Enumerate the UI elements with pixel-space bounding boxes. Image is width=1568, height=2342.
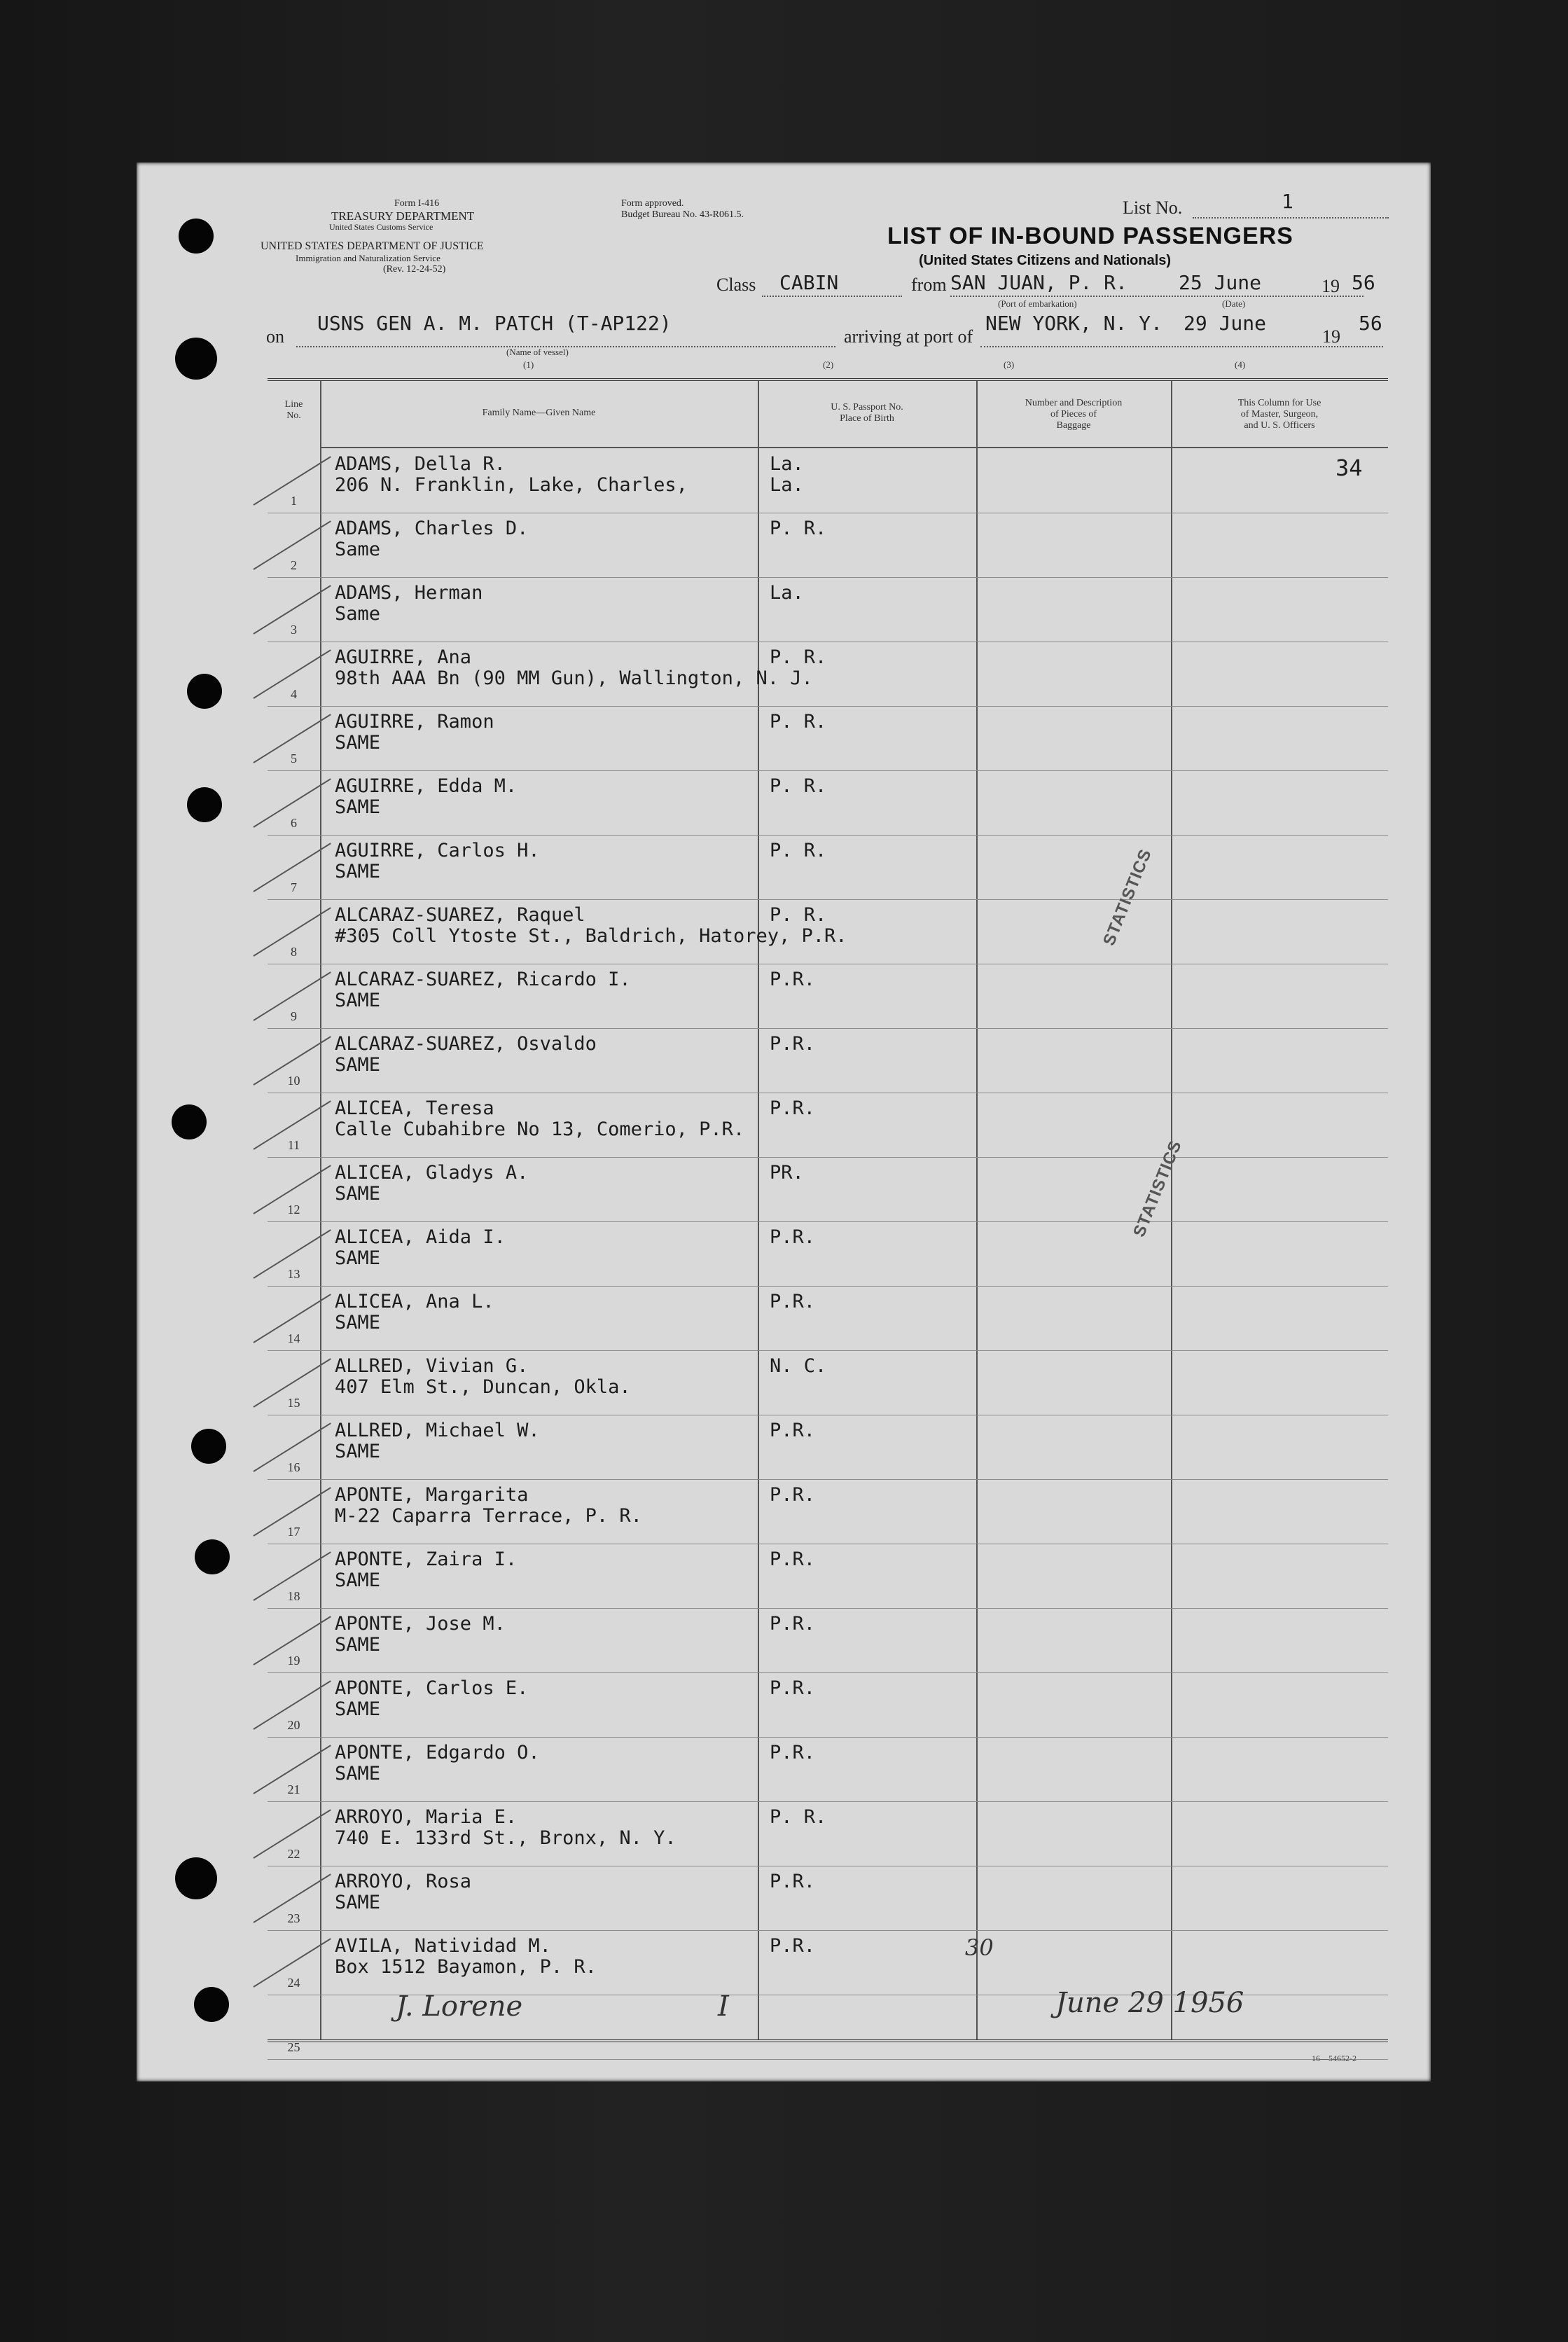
passenger-name: ALLRED, Vivian G. — [335, 1355, 529, 1377]
class-label: Class — [716, 275, 756, 295]
revision-date: (Rev. 12-24-52) — [383, 264, 446, 275]
passenger-address: #305 Coll Ytoste St., Baldrich, Hatorey, P.R. — [335, 925, 847, 947]
passenger-address: Same — [335, 539, 381, 560]
table-row — [268, 1157, 1388, 1222]
col-num-3: (3) — [1004, 359, 1015, 370]
place-of-birth: P. R. — [770, 711, 827, 733]
line-number: 24 — [287, 1976, 300, 1990]
passenger-address: SAME — [335, 1892, 381, 1913]
statistics-stamp: STATISTICS — [1099, 846, 1156, 949]
passenger-address: SAME — [335, 1763, 381, 1785]
punch-hole — [187, 787, 222, 822]
form-title: LIST OF IN-BOUND PASSENGERS — [887, 223, 1293, 249]
line-number: 22 — [287, 1847, 300, 1861]
passenger-name: ADAMS, Herman — [335, 582, 483, 604]
count-mark: 30 — [965, 1934, 994, 1961]
line-number: 19 — [287, 1654, 300, 1668]
punch-hole — [187, 674, 222, 709]
punch-hole — [175, 338, 217, 380]
place-of-birth: P.R. — [770, 1097, 816, 1119]
year-prefix: 19 — [1321, 276, 1340, 296]
punch-hole — [194, 1987, 229, 2022]
form-approved: Form approved. — [621, 198, 684, 209]
from-underline — [950, 296, 1364, 297]
place-of-birth: P. R. — [770, 775, 827, 797]
table-row — [268, 770, 1388, 836]
arrival-port: NEW YORK, N. Y. — [985, 312, 1163, 335]
line-number: 12 — [287, 1203, 300, 1217]
line-number: 18 — [287, 1589, 300, 1603]
passenger-name: ADAMS, Charles D. — [335, 518, 529, 539]
passenger-name: ARROYO, Maria E. — [335, 1806, 518, 1828]
form-number: Form I-416 — [394, 198, 440, 209]
place-of-birth: N. C. — [770, 1355, 827, 1377]
line-number: 1 — [291, 494, 297, 508]
header-passport: U. S. Passport No. Place of Birth — [831, 402, 903, 424]
embark-port: SAN JUAN, P. R. — [950, 271, 1128, 294]
place-of-birth: P.R. — [770, 1033, 816, 1055]
passenger-name: APONTE, Jose M. — [335, 1613, 506, 1635]
officer-note: 34 — [1335, 455, 1363, 481]
passenger-name: ALICEA, Teresa — [335, 1097, 494, 1119]
arrival-year-prefix: 19 — [1322, 326, 1340, 347]
table-row — [268, 1737, 1388, 1802]
place-of-birth: P. R. — [770, 518, 827, 539]
line-number: 6 — [291, 816, 297, 830]
table-row — [268, 577, 1388, 642]
passenger-name: ALICEA, Gladys A. — [335, 1162, 529, 1184]
place-of-birth: P. R. — [770, 646, 827, 668]
col-num-4: (4) — [1235, 359, 1246, 370]
line-number: 20 — [287, 1718, 300, 1732]
statistics-stamp: STATISTICS — [1130, 1137, 1186, 1240]
passenger-name: ALCARAZ-SUAREZ, Raquel — [335, 904, 585, 926]
passenger-address: SAME — [335, 1634, 381, 1656]
embark-year: 56 — [1352, 271, 1375, 294]
passenger-name: ALCARAZ-SUAREZ, Osvaldo — [335, 1033, 597, 1055]
passenger-address: SAME — [335, 990, 381, 1011]
justice-dept: UNITED STATES DEPARTMENT OF JUSTICE — [261, 240, 484, 252]
list-no-value: 1 — [1282, 190, 1293, 213]
vessel-caption: (Name of vessel) — [506, 347, 569, 357]
table-row — [268, 1479, 1388, 1544]
manifest-sheet — [137, 162, 1431, 2081]
vessel-name: USNS GEN A. M. PATCH (T-AP122) — [317, 312, 672, 335]
passenger-address: SAME — [335, 1247, 381, 1269]
header-baggage: Number and Description of Pieces of Baggage — [1025, 398, 1123, 431]
table-row — [268, 513, 1388, 578]
passenger-address: Same — [335, 603, 381, 625]
passenger-name: AGUIRRE, Ramon — [335, 711, 494, 733]
table-row — [268, 642, 1388, 707]
arrival-date: 29 June — [1184, 312, 1267, 335]
passenger-table — [268, 378, 1388, 2054]
on-label: on — [266, 326, 284, 347]
line-number: 23 — [287, 1911, 300, 1925]
passenger-name: APONTE, Margarita — [335, 1484, 529, 1506]
place-of-birth: P.R. — [770, 1291, 816, 1312]
line-number: 10 — [287, 1074, 300, 1088]
table-row — [268, 1415, 1388, 1480]
place-of-birth: P. R. — [770, 1806, 827, 1828]
line-number: 17 — [287, 1525, 300, 1539]
table-row — [268, 1608, 1388, 1673]
embark-date: 25 June — [1179, 271, 1262, 294]
passenger-address: SAME — [335, 1054, 381, 1076]
line-number: 8 — [291, 945, 297, 959]
passenger-name: AGUIRRE, Edda M. — [335, 775, 518, 797]
punch-hole — [172, 1104, 207, 1139]
place-of-birth: P. R. — [770, 904, 827, 926]
table-row — [268, 1801, 1388, 1866]
col-num-1: (1) — [523, 359, 534, 370]
line-number: 2 — [291, 558, 297, 572]
punch-hole — [191, 1429, 226, 1464]
footer-code: 16—54652-2 — [1312, 2053, 1357, 2063]
line-number: 21 — [287, 1782, 300, 1796]
ins-service: Immigration and Naturalization Service — [296, 253, 440, 263]
place-of-birth: P.R. — [770, 1613, 816, 1635]
class-underline — [762, 296, 902, 297]
line-number: 15 — [287, 1396, 300, 1410]
passenger-address: SAME — [335, 732, 381, 754]
line-number: 25 — [287, 2040, 300, 2054]
passenger-address: SAME — [335, 1698, 381, 1720]
class-value: CABIN — [779, 271, 839, 294]
line-number: 9 — [291, 1009, 297, 1023]
passenger-address: SAME — [335, 1312, 381, 1333]
place-of-birth: P.R. — [770, 1420, 816, 1441]
form-subtitle: (United States Citizens and Nationals) — [919, 253, 1172, 268]
handwritten-date: June 29 1956 — [1055, 1987, 1244, 2019]
passenger-address: SAME — [335, 796, 381, 818]
table-row — [268, 1672, 1388, 1738]
treasury-dept: TREASURY DEPARTMENT — [331, 209, 475, 223]
place-of-birth: La. — [770, 453, 804, 475]
header-line-no: Line No. — [284, 399, 303, 422]
table-row — [268, 1221, 1388, 1287]
passenger-address: 98th AAA Bn (90 MM Gun), Wallington, N. J. — [335, 667, 813, 689]
line-number: 14 — [287, 1331, 300, 1345]
table-row — [268, 1544, 1388, 1609]
place-of-birth: P.R. — [770, 1935, 816, 1957]
passenger-address: SAME — [335, 1441, 381, 1462]
passenger-address: 206 N. Franklin, Lake, Charles, — [335, 474, 688, 496]
arrival-year: 56 — [1359, 312, 1382, 335]
place-of-birth: P.R. — [770, 1226, 816, 1248]
table-row — [268, 899, 1388, 964]
passenger-address: Box 1512 Bayamon, P. R. — [335, 1956, 597, 1978]
header-officers: This Column for Use of Master, Surgeon, and U. S. Officers — [1237, 398, 1321, 431]
header-name: Family Name—Given Name — [482, 408, 596, 418]
line-number: 4 — [291, 687, 297, 701]
passenger-address: Calle Cubahibre No 13, Comerio, P.R. — [335, 1118, 745, 1140]
passenger-name: ALCARAZ-SUAREZ, Ricardo I. — [335, 969, 631, 990]
list-no-label: List No. — [1123, 198, 1183, 218]
line-number: 7 — [291, 880, 297, 894]
table-row — [268, 448, 1388, 513]
officer-signature: J. Lorene — [396, 1990, 523, 2023]
punch-hole — [175, 1857, 217, 1899]
passenger-name: APONTE, Zaira I. — [335, 1548, 518, 1570]
arriving-label: arriving at port of — [844, 326, 973, 347]
passenger-name: ADAMS, Della R. — [335, 453, 506, 475]
line-number: 5 — [291, 751, 297, 765]
passenger-name: ALICEA, Ana L. — [335, 1291, 494, 1312]
passenger-address: SAME — [335, 861, 381, 882]
passenger-name: APONTE, Edgardo O. — [335, 1742, 540, 1764]
table-row — [268, 835, 1388, 900]
table-row — [268, 1093, 1388, 1158]
place-of-birth-extra: La. — [770, 474, 804, 496]
initials-mark: I — [718, 1990, 729, 2023]
place-of-birth: P.R. — [770, 1742, 816, 1764]
table-row — [268, 1866, 1388, 1931]
passenger-address: SAME — [335, 1570, 381, 1591]
passenger-name: APONTE, Carlos E. — [335, 1677, 529, 1699]
passenger-name: AGUIRRE, Ana — [335, 646, 472, 668]
port-embark-caption: (Port of embarkation) — [998, 298, 1077, 309]
place-of-birth: PR. — [770, 1162, 804, 1184]
budget-bureau: Budget Bureau No. 43-R061.5. — [621, 209, 744, 220]
line-number: 3 — [291, 623, 297, 637]
passenger-name: ALLRED, Michael W. — [335, 1420, 540, 1441]
place-of-birth: P.R. — [770, 969, 816, 990]
place-of-birth: P. R. — [770, 840, 827, 861]
passenger-name: ARROYO, Rosa — [335, 1871, 472, 1892]
line-number: 13 — [287, 1267, 300, 1281]
passenger-name: AVILA, Natividad M. — [335, 1935, 551, 1957]
passenger-address: 740 E. 133rd St., Bronx, N. Y. — [335, 1827, 677, 1849]
table-row — [268, 1286, 1388, 1351]
line-number: 16 — [287, 1460, 300, 1474]
from-label: from — [911, 275, 947, 295]
date-caption: (Date) — [1222, 298, 1246, 309]
passenger-address: M-22 Caparra Terrace, P. R. — [335, 1505, 642, 1527]
col-num-2: (2) — [823, 359, 834, 370]
customs-service: United States Customs Service — [329, 222, 433, 232]
table-row — [268, 964, 1388, 1029]
punch-hole — [195, 1539, 230, 1574]
place-of-birth: P.R. — [770, 1484, 816, 1506]
table-row — [268, 1028, 1388, 1093]
line-number: 11 — [287, 1138, 300, 1152]
passenger-address: 407 Elm St., Duncan, Okla. — [335, 1376, 631, 1398]
table-row — [268, 706, 1388, 771]
place-of-birth: P.R. — [770, 1677, 816, 1699]
table-row — [268, 1930, 1388, 1995]
place-of-birth: P.R. — [770, 1548, 816, 1570]
place-of-birth: La. — [770, 582, 804, 604]
passenger-name: ALICEA, Aida I. — [335, 1226, 506, 1248]
list-no-underline — [1193, 217, 1389, 219]
place-of-birth: P.R. — [770, 1871, 816, 1892]
passenger-address: SAME — [335, 1183, 381, 1205]
passenger-name: AGUIRRE, Carlos H. — [335, 840, 540, 861]
punch-hole — [179, 219, 214, 254]
table-row — [268, 1350, 1388, 1415]
